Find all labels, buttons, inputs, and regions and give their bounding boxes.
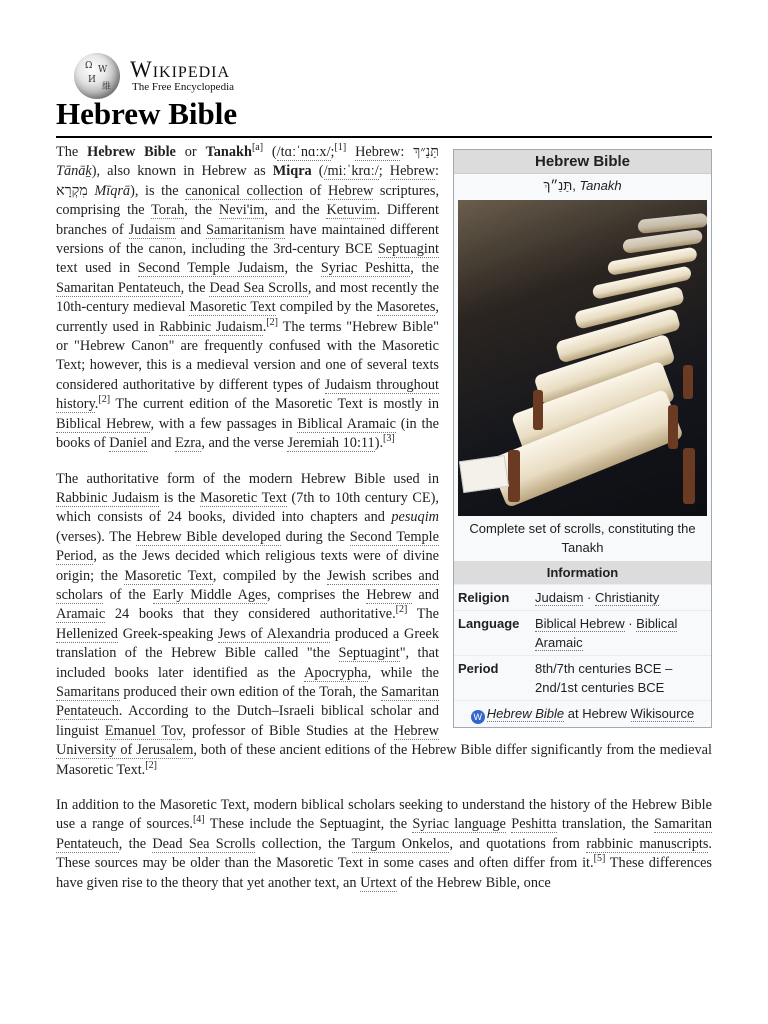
translit-tanakh: Tānāḵ <box>56 163 92 180</box>
text-segment: These include the Septuagint, the <box>204 816 413 833</box>
text-segment: (in the books of <box>56 415 440 452</box>
link-dead-sea-scrolls[interactable]: Dead Sea Scrolls <box>152 835 256 852</box>
text-segment: , currently used in <box>56 299 439 335</box>
infobox-section-header: Information <box>454 561 711 584</box>
text-segment: is the <box>159 489 201 506</box>
infobox-row-religion <box>454 584 711 610</box>
link-peshitta[interactable]: Peshitta <box>511 816 557 833</box>
footnote-4[interactable]: [4] <box>192 814 205 826</box>
infobox-value-religion <box>535 588 707 607</box>
link-syriac-language[interactable]: Syriac language <box>412 816 506 833</box>
infobox <box>453 149 712 728</box>
footnote-2[interactable]: [2] <box>98 394 111 406</box>
text-segment: compiled by the <box>275 299 377 316</box>
text-segment: : <box>435 163 440 180</box>
text-segment: The authoritative form of the modern Hebrew Bible used in <box>56 470 439 487</box>
link-rabbinic-judaism[interactable]: Rabbinic Judaism <box>56 489 160 506</box>
link-masoretic-text[interactable]: Masoretic Text <box>200 489 287 506</box>
text-segment: , the <box>184 202 219 219</box>
paragraph-sources <box>56 796 712 893</box>
text-segment: , as the Jews decided which religious texts were of divine origin; the <box>56 548 439 584</box>
text-segment: text used in <box>56 260 138 277</box>
text-segment: ; <box>330 144 335 160</box>
text-segment: of the Hebrew Bible, once <box>396 874 551 891</box>
link-hebrew-bible-wikisource[interactable]: Hebrew Bible <box>486 706 565 721</box>
link-biblical-hebrew[interactable]: Biblical Hebrew <box>535 616 625 631</box>
wordmark-text: Wikipedia <box>130 57 231 82</box>
link-judaism-throughout-history[interactable]: Judaism throughout history <box>56 376 440 413</box>
text-segment: 24 books that they considered authoritative. <box>105 606 396 623</box>
text-segment: of <box>302 182 329 199</box>
text-segment: , with a few passages in <box>150 415 298 432</box>
link-judaism[interactable]: Judaism <box>535 590 584 605</box>
link-hellenized[interactable]: Hellenized <box>56 625 118 642</box>
text-segment: or <box>175 144 206 160</box>
link-judaism[interactable]: Judaism <box>128 221 176 238</box>
text-segment: . <box>262 318 267 335</box>
text-segment: , professor of Bible Studies at the <box>182 722 394 739</box>
term-hebrew-bible: Hebrew Bible <box>87 144 176 160</box>
link-hebrew-bible-developed[interactable]: Hebrew Bible developed <box>136 528 281 545</box>
link-jeremiah[interactable]: Jeremiah 10:11 <box>287 435 375 452</box>
tagline: The Free Encyclopedia <box>132 81 235 93</box>
link-samaritan-pentateuch[interactable]: Samaritan Pentateuch <box>56 279 181 296</box>
hebrew-tanakh: תַּנַ״ךְ <box>413 144 440 160</box>
text-segment: (verses). The <box>56 528 137 545</box>
text-segment: , while the <box>367 664 439 681</box>
link-septuagint[interactable]: Septuagint <box>377 241 439 258</box>
link-apocrypha[interactable]: Apocrypha <box>304 664 368 681</box>
term-miqra: Miqra <box>272 163 312 180</box>
text-segment: , the <box>180 279 210 296</box>
text-segment: , compiled by the <box>212 567 327 584</box>
footnote-2[interactable]: [2] <box>266 316 279 328</box>
text-segment: ), also known in Hebrew as <box>91 163 273 180</box>
text-segment: , both of these ancient editions of the Hebrew Bible differ significantly from the medieval Masoretic Text. <box>56 742 712 778</box>
text-segment: scriptures, comprising the <box>56 182 440 219</box>
text-segment: , and the verse <box>201 435 288 452</box>
text-segment <box>346 144 355 160</box>
footnote-2[interactable]: [2] <box>145 759 157 771</box>
text-segment: The terms "Hebrew Bible" or "Hebrew Canon" are frequently confused with the Masoretic Text; however, this is a medieval version and one of several texts considered authoritative by different types of <box>56 318 439 393</box>
wikipedia-globe-icon: Ω W И 維 <box>74 53 120 99</box>
text-segment: , the <box>118 835 153 852</box>
link-biblical-aramaic[interactable]: Biblical Aramaic <box>297 415 396 432</box>
link-samaritanism[interactable]: Samaritanism <box>206 221 285 238</box>
text-segment: . <box>94 396 99 413</box>
footnote-5[interactable]: [5] <box>593 853 606 865</box>
text-segment: translation, the <box>556 816 655 833</box>
link-ezra[interactable]: Ezra <box>175 435 202 452</box>
text-segment: ( <box>311 163 324 180</box>
link-samaritan-pentateuch[interactable]: Samaritan Pentateuch <box>56 683 439 720</box>
text-segment: ), is the <box>130 182 186 199</box>
hebrew-miqra: מִקְרָא <box>56 182 88 199</box>
ipa-tanakh[interactable]: /tɑːˈnɑːx/ <box>276 144 331 160</box>
infobox-image-torah-scrolls[interactable] <box>458 200 707 516</box>
text-segment: These differences have given rise to the theory that yet another text, an <box>56 855 712 891</box>
separator: · <box>624 616 637 631</box>
text-segment: ; <box>378 163 390 180</box>
link-second-temple-judaism[interactable]: Second Temple Judaism <box>137 260 285 277</box>
infobox-title: Hebrew Bible <box>454 150 711 174</box>
footnote-a[interactable]: [a] <box>251 142 264 154</box>
text-segment: In addition to the Masoretic Text, modern biblical scholars seeking to understand the history of the Hebrew Bible use a range of sources. <box>56 797 712 833</box>
page-title: Hebrew Bible <box>56 96 238 131</box>
text-segment: The <box>56 144 88 160</box>
wikisource-icon: W <box>471 710 485 724</box>
text-segment: The current edition of the Masoretic Text is mostly in <box>110 396 439 413</box>
link-samaritans[interactable]: Samaritans <box>56 683 120 700</box>
link-targum-onkelos[interactable]: Targum Onkelos <box>351 835 450 852</box>
footnote-1[interactable]: [1] <box>334 142 347 154</box>
term-pesuqim: pesuqim <box>391 509 439 526</box>
link-hebrew[interactable]: Hebrew <box>366 586 412 603</box>
link-neviim[interactable]: Nevi'im <box>218 202 265 219</box>
link-ketuvim[interactable]: Ketuvim <box>326 202 377 219</box>
ipa-miqra[interactable]: /miːˈkrɑː/ <box>323 163 379 180</box>
article-body <box>56 143 712 909</box>
link-jews-of-alexandria[interactable]: Jews of Alexandria <box>218 625 331 642</box>
link-aramaic[interactable]: Aramaic <box>56 606 106 623</box>
separator: · <box>583 590 595 605</box>
link-dead-sea-scrolls[interactable]: Dead Sea Scrolls <box>209 279 308 296</box>
link-second-temple-period[interactable]: Second Temple Period <box>56 528 439 565</box>
link-canonical-collection[interactable]: canonical collection <box>185 182 303 199</box>
infobox-value-language <box>535 614 707 652</box>
text-segment: ( <box>263 144 277 160</box>
link-hebrew[interactable]: Hebrew <box>328 182 374 199</box>
infobox-row-period <box>454 655 711 700</box>
text-segment: Greek-speaking <box>117 625 219 642</box>
text-segment: and <box>175 221 207 238</box>
text-segment: collection, the <box>255 835 352 852</box>
text-segment: : <box>400 144 414 160</box>
text-segment: and <box>147 435 176 452</box>
infobox-row-language <box>454 610 711 655</box>
link-masoretic-text-2[interactable]: Masoretic Text <box>124 567 213 584</box>
infobox-footer <box>454 700 711 727</box>
link-biblical-hebrew[interactable]: Biblical Hebrew <box>56 415 151 432</box>
infobox-subtitle-sep: , <box>572 178 580 193</box>
link-rabbinic-manuscripts[interactable]: rabbinic manuscripts <box>586 835 709 852</box>
text-segment: of the <box>102 586 153 603</box>
infobox-subtitle-translit: Tanakh <box>579 178 622 193</box>
link-masoretic-text[interactable]: Masoretic Text <box>189 299 276 316</box>
infobox-subtitle-hebrew: תַּנַ״ךְ <box>543 178 573 193</box>
text-segment: have maintained different versions of the canon, including the 3rd-century BCE <box>56 221 439 258</box>
term-tanakh: Tanakh <box>205 144 252 160</box>
text-segment: , and quotations from <box>449 835 587 852</box>
link-torah[interactable]: Torah <box>151 202 185 219</box>
text-segment: , comprises the <box>266 586 367 603</box>
link-hebrew-language[interactable]: Hebrew <box>355 144 401 160</box>
link-biblical-aramaic[interactable]: Biblical Aramaic <box>535 616 678 650</box>
link-rabbinic-judaism[interactable]: Rabbinic Judaism <box>159 318 263 335</box>
link-christianity[interactable]: Christianity <box>594 590 660 605</box>
text-segment: . These sources may be older than the Masoretic Text in some cases and often differ from it. <box>56 835 712 872</box>
text-segment: ", that included books later identified as the <box>56 645 439 681</box>
infobox-subtitle <box>454 174 711 200</box>
text-segment: (7th to 10th century CE), which consists of 24 books, divided into chapters and <box>56 489 439 526</box>
footnote-3[interactable]: [3] <box>383 433 395 445</box>
wikipedia-logo[interactable] <box>74 52 234 100</box>
link-jewish-scribes[interactable]: Jewish scribes and scholars <box>56 567 439 603</box>
text-segment: , the <box>410 260 439 277</box>
text-segment: , and the <box>264 202 327 219</box>
text-segment: . According to the Dutch–Israeli biblical scholar and linguist <box>56 703 439 739</box>
link-early-middle-ages[interactable]: Early Middle Ages <box>152 586 267 603</box>
infobox-label-religion: Religion <box>458 590 510 605</box>
link-urtext[interactable]: Urtext <box>360 874 397 891</box>
text-segment: during the <box>280 528 350 545</box>
text-segment: The <box>407 606 439 623</box>
link-hebrew-language-2[interactable]: Hebrew <box>389 163 436 180</box>
link-septuagint[interactable]: Septuagint <box>338 645 400 662</box>
text-segment: produced their own edition of the Torah, the <box>119 683 382 700</box>
link-hebrew-university[interactable]: Hebrew University of Jerusalem <box>56 722 439 759</box>
link-emanuel-tov[interactable]: Emanuel Tov <box>104 722 183 739</box>
text-segment: . Different branches of <box>56 202 439 238</box>
text-segment: , and most recently the 10th-century medieval <box>56 279 439 316</box>
infobox-caption: Complete set of scrolls, constituting the Tanakh <box>469 521 696 555</box>
text-segment: , the <box>284 260 321 277</box>
title-divider <box>56 136 712 138</box>
text-segment: ). <box>374 435 384 452</box>
wordmark <box>130 59 234 93</box>
footer-text: at Hebrew <box>564 706 631 721</box>
infobox-label-language: Language <box>458 616 520 631</box>
link-syriac-peshitta[interactable]: Syriac Peshitta <box>320 260 411 277</box>
link-daniel[interactable]: Daniel <box>109 435 148 452</box>
translit-miqra: Mīqrā <box>94 182 131 199</box>
text-segment: produced a Greek translation of the Hebrew Bible called "the <box>56 625 439 662</box>
link-samaritan-pentateuch[interactable]: Samaritan Pentateuch <box>56 816 713 852</box>
text-segment: and <box>411 586 439 603</box>
footnote-2[interactable]: [2] <box>395 604 408 616</box>
infobox-label-period: Period <box>458 661 499 676</box>
link-masoretes[interactable]: Masoretes <box>376 299 436 316</box>
link-wikisource[interactable]: Wikisource <box>630 706 695 721</box>
infobox-value-period: 8th/7th centuries BCE – 2nd/1st centuries BCE <box>535 661 673 695</box>
